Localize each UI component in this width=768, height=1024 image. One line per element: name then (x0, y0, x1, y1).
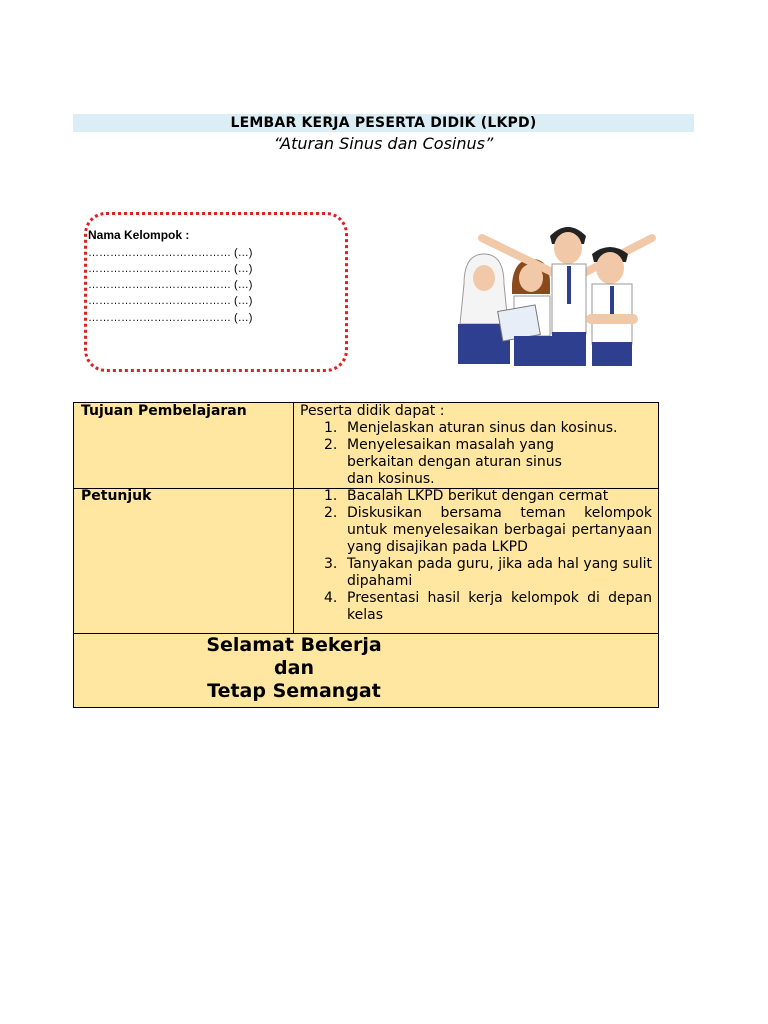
closing-line-3: Tetap Semangat (207, 680, 381, 702)
student-hijab-figure (458, 254, 510, 364)
closing-line-1: Selamat Bekerja (206, 634, 382, 656)
instructions-label: Petunjuk (81, 488, 152, 504)
instruction-item-3: 3. Tanyakan pada guru, jika ada hal yang sulit dipahami (324, 556, 652, 589)
instructions-list (300, 488, 652, 624)
instruction-item-1: 1. Bacalah LKPD berikut dengan cermat (324, 488, 609, 504)
instruction-item-4: 4. Presentasi hasil kerja kelompok di depan kelas (324, 590, 652, 623)
page-subtitle: “Aturan Sinus dan Cosinus” (273, 134, 494, 153)
goal-item-1: 1. Menjelaskan aturan sinus dan kosinus. (324, 420, 618, 436)
group-member-line-1[interactable]: ………………………………… (…) (88, 247, 253, 259)
closing-message (73, 633, 659, 708)
goals-list (300, 403, 652, 488)
page-title: LEMBAR KERJA PESERTA DIDIK (LKPD) (73, 114, 694, 132)
students-illustration (452, 214, 664, 368)
group-label: Nama Kelompok : (88, 228, 190, 242)
goal-item-2: 2. Menyelesaikan masalah yang berkaitan dengan aturan sinus dan kosinus. (324, 437, 562, 487)
group-member-line-4[interactable]: ………………………………… (…) (88, 295, 253, 307)
group-member-line-3[interactable]: ………………………………… (…) (88, 279, 253, 291)
group-member-line-2[interactable]: ………………………………… (…) (88, 263, 253, 275)
goals-label: Tujuan Pembelajaran (81, 403, 247, 419)
closing-line-2: dan (274, 657, 314, 679)
instruction-item-2: 2. Diskusikan bersama teman kelompok untuk menyelesaikan berbagai pertanyaan yang disajikan pada LKPD (324, 505, 652, 555)
goals-intro: Peserta didik dapat : (300, 403, 445, 419)
group-member-line-5[interactable]: ………………………………… (…) (88, 312, 253, 324)
column-divider (293, 402, 294, 633)
